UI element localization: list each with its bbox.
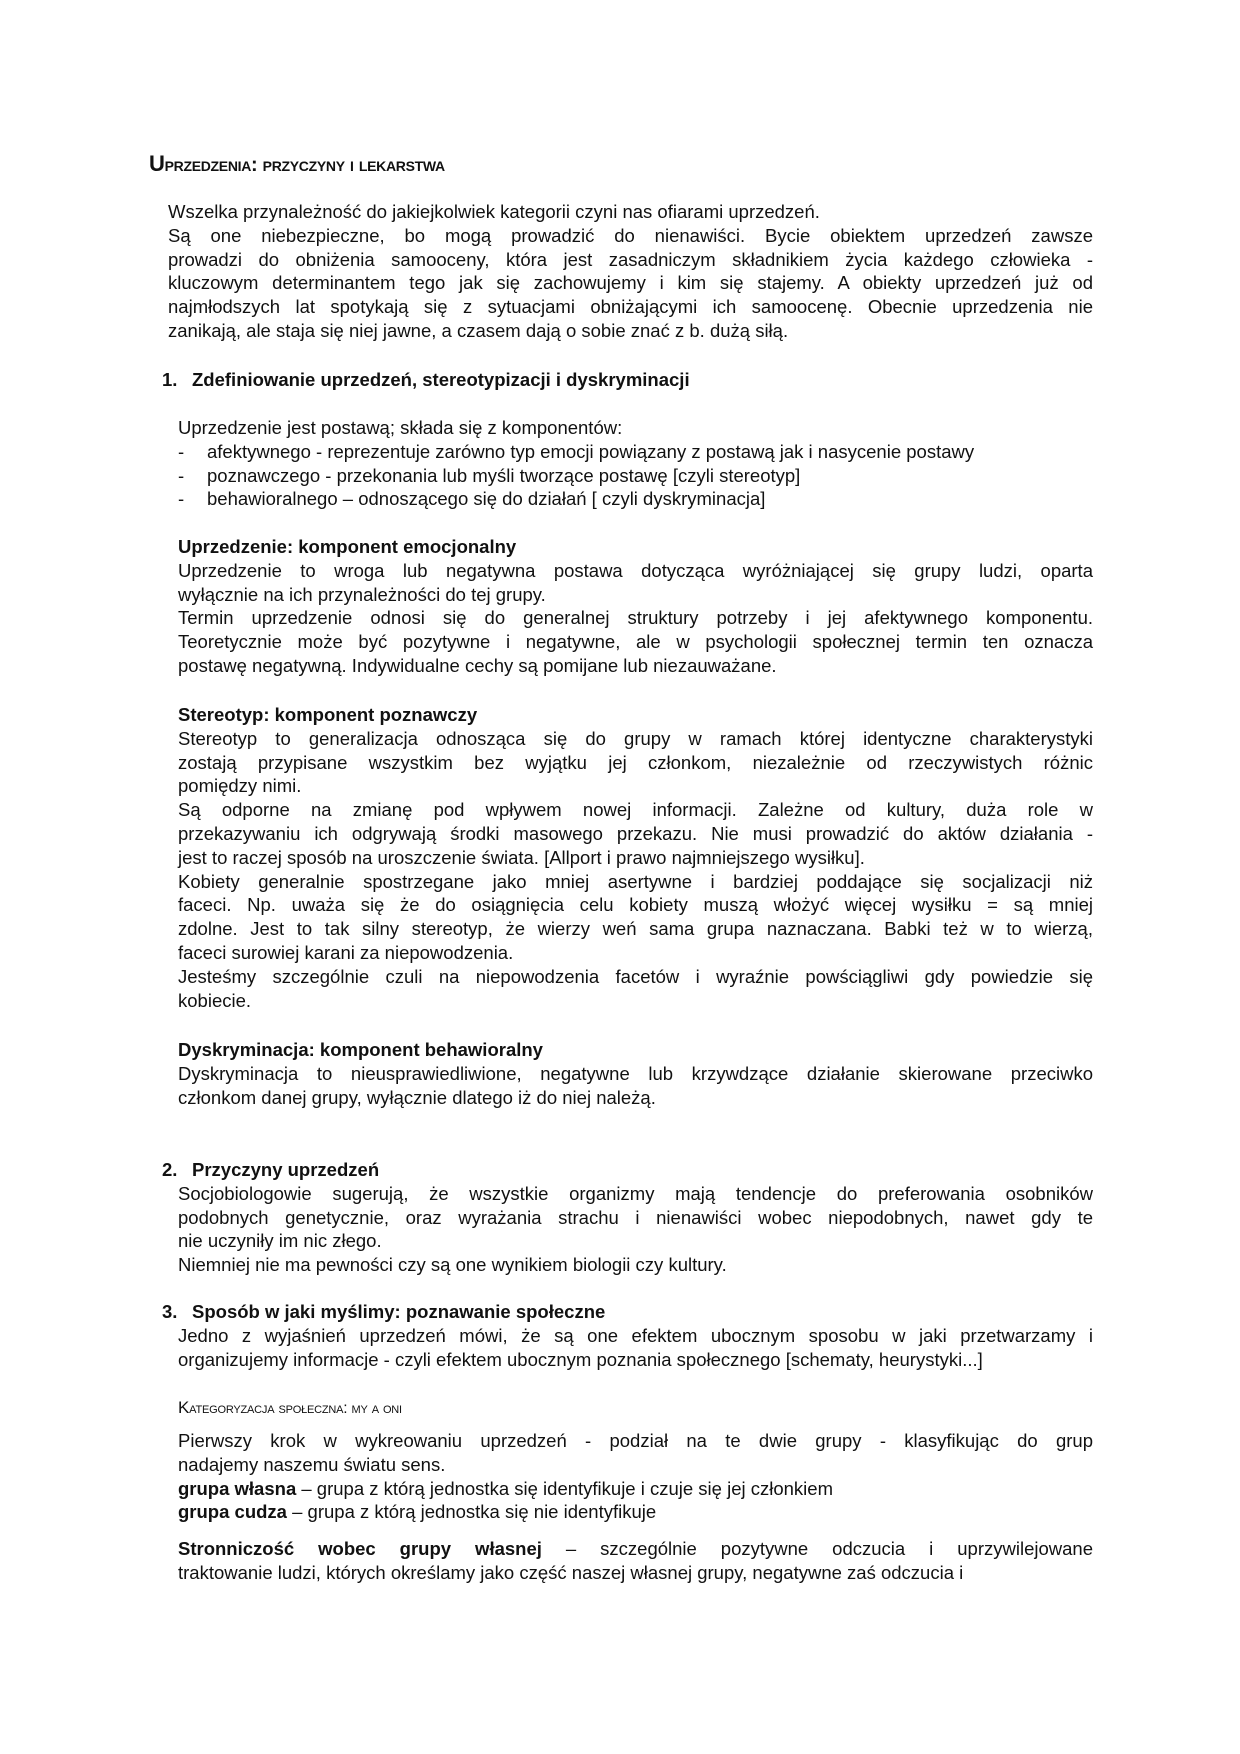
title-initial: U xyxy=(149,151,165,176)
text-line: kobiecie. xyxy=(178,989,252,1011)
text-line: nie uczyniły im nic złego. xyxy=(178,1230,382,1252)
text-line: nadajemy naszemu światu sens. xyxy=(178,1453,446,1475)
text-line: jest to raczej sposób na uroszczenie świata. [Allport i prawo najmniejszego wysiłku]. xyxy=(178,846,865,868)
text-line: członkom danej grupy, wyłącznie dlatego iż do niej należą. xyxy=(178,1086,656,1108)
text-line: Termin uprzedzenie odnosi się do generalnej struktury potrzeby i jej afektywnego komponentu. xyxy=(178,607,1093,629)
subsection-body xyxy=(178,559,1093,678)
text-line: Wszelka przynależność do jakiejkolwiek kategorii czyni nas ofiarami uprzedzeń. xyxy=(168,201,820,222)
text-line: najmłodszych lat spotykają się z sytuacjami obniżającymi ich samoocenę. Obecnie uprzedzenia nie xyxy=(168,296,1093,318)
list-item xyxy=(178,440,1093,464)
list-intro: Uprzedzenie jest postawą; składa się z komponentów: xyxy=(178,417,623,438)
text-line: zdolne. Jest to tak silny stereotyp, że wierzy weń sama grupa naznaczana. Babki też w to wierzą, xyxy=(178,918,1093,940)
text-line: faceci surowiej karani za niepowodzenia. xyxy=(178,941,514,963)
text-line: traktowanie ludzi, których określamy jako część naszej własnej grupy, negatywne zaś odczucia i xyxy=(178,1561,964,1583)
section-number: 2. xyxy=(162,1159,178,1180)
text-line: przekazywaniu ich odgrywają środki masowego przekazu. Nie musi prowadzić do aktów działania - xyxy=(178,822,1093,844)
text-line: podobnych genetycznie, oraz wyrażania strachu i nienawiści wobec niepodobnych, nawet gdy te xyxy=(178,1206,1093,1228)
text-line: Uprzedzenie to wroga lub negatywna postawa dotycząca wyróżniającej się grupy ludzi, oparta xyxy=(178,559,1093,581)
text-line: wyłącznie na ich przynależności do tej grupy. xyxy=(178,583,546,605)
emotional-component xyxy=(178,535,1093,678)
text-line: Pierwszy krok w wykreowaniu uprzedzeń - podział na te dwie grupy - klasyfikując do grup xyxy=(178,1430,1093,1451)
subsection-body xyxy=(178,727,1093,1013)
section-body xyxy=(178,1324,1093,1372)
term: grupa własna xyxy=(178,1477,297,1499)
ingroup-bias-paragraph xyxy=(178,1537,1093,1585)
list-item-text: poznawczego - przekonania lub myśli tworzące postawę [czyli stereotyp] xyxy=(207,464,801,486)
text-line: Są odporne na zmianę pod wpływem nowej informacji. Zależne od kultury, duża role w xyxy=(178,799,1093,821)
text-line: Jedno z wyjaśnień uprzedzeń mówi, że są one efektem ubocznym sposobu w jaki przetwarzamy i xyxy=(178,1324,1093,1346)
list-item xyxy=(178,487,1093,511)
intro-paragraphs xyxy=(168,200,1093,343)
section-number: 3. xyxy=(162,1301,178,1322)
list-item-text: afektywnego - reprezentuje zarówno typ emocji powiązany z postawą jak i nasycenie postawy xyxy=(207,440,975,462)
section-3 xyxy=(162,1300,1093,1371)
text-line: Dyskryminacja to nieusprawiedliwione, negatywne lub krzywdzące działanie skierowane przeciwko xyxy=(178,1062,1093,1084)
text-line: zanikają, ale staja się niej jawne, a czasem dają o sobie znać z b. dużą siłą. xyxy=(168,319,789,341)
subsection-heading: Uprzedzenie: komponent emocjonalny xyxy=(178,536,517,557)
document-title xyxy=(149,151,445,177)
heading-initial: K xyxy=(178,1398,190,1417)
categorization-heading xyxy=(178,1398,402,1418)
subsection-body xyxy=(178,1062,1093,1110)
section-2-heading xyxy=(162,1158,1093,1182)
section-1-heading xyxy=(162,368,690,392)
subsection-heading: Dyskryminacja: komponent behawioralny xyxy=(178,1039,543,1060)
text-line xyxy=(178,1477,1093,1501)
section-title: Sposób w jaki myślimy: poznawanie społeczne xyxy=(192,1301,606,1322)
term: grupa cudza xyxy=(178,1501,287,1523)
text-line: Kobiety generalnie spostrzegane jako mniej asertywne i bardziej poddające się socjalizacji niż xyxy=(178,870,1093,892)
behavioral-component xyxy=(178,1038,1093,1109)
text-line: zostają przypisane wszystkim bez wyjątku jej członkom, niezależnie od rzeczywistych różnic xyxy=(178,751,1093,773)
categorization-body xyxy=(178,1429,1093,1524)
cognitive-component xyxy=(178,703,1093,1012)
definition: – szczególnie pozytywne odczucia i uprzywilejowane xyxy=(541,1538,1094,1559)
bullet-icon: - xyxy=(178,464,185,486)
list-item-text: behawioralnego – odnoszącego się do działań [ czyli dyskryminacja] xyxy=(207,488,766,510)
text-line: postawę negatywną. Indywidualne cechy są pomijane lub niezauważane. xyxy=(178,654,777,676)
components-list xyxy=(178,416,1093,511)
section-title: Zdefiniowanie uprzedzeń, stereotypizacji i dyskryminacji xyxy=(192,369,690,390)
subsection-heading: Stereotyp: komponent poznawczy xyxy=(178,704,478,725)
text-line: Są one niebezpieczne, bo mogą prowadzić do nienawiści. Bycie obiektem uprzedzeń zawsze xyxy=(168,224,1093,246)
text-line: Jesteśmy szczególnie czuli na niepowodzenia facetów i wyraźnie powściągliwi gdy powiedzie się xyxy=(178,965,1093,987)
text-line: prowadzi do obniżenia samooceny, która jest zasadniczym składnikiem życia każdego człowieka - xyxy=(168,248,1093,270)
text-line: kluczowym determinantem tego jak się zachowujemy i kim się stajemy. A obiekty uprzedzeń już od xyxy=(168,272,1093,294)
text-line: faceci. Np. uważa się że do osiągnięcia celu kobiety muszą włożyć więcej wysiłku = są mniej xyxy=(178,894,1093,916)
section-title: Przyczyny uprzedzeń xyxy=(192,1159,380,1180)
text-line: Niemniej nie ma pewności czy są one wynikiem biologii czy kultury. xyxy=(178,1254,727,1276)
section-2 xyxy=(162,1158,1093,1277)
list-item xyxy=(178,464,1093,488)
term: Stronniczość wobec grupy własnej xyxy=(178,1538,542,1559)
text-line: pomiędzy nimi. xyxy=(178,775,302,797)
section-number: 1. xyxy=(162,369,178,390)
definition: – grupa z którą jednostka się nie identyfikuje xyxy=(286,1501,657,1523)
text-line: organizujemy informacje - czyli efektem ubocznym poznania społecznego [schematy, heurystyki...] xyxy=(178,1348,983,1370)
section-body xyxy=(178,1182,1093,1277)
text-line: Stereotyp to generalizacja odnosząca się do grupy w ramach której identyczne charakterystyki xyxy=(178,727,1093,749)
text-line: Socjobiologowie sugerują, że wszystkie organizmy mają tendencje do preferowania osobników xyxy=(178,1182,1093,1204)
text-line xyxy=(178,1500,1093,1524)
bullet-icon: - xyxy=(178,440,185,462)
heading-rest: ategoryzacja społeczna: my a oni xyxy=(189,1400,402,1417)
text-line xyxy=(178,1537,1093,1561)
bullet-icon: - xyxy=(178,488,185,510)
definition: – grupa z którą jednostka się identyfikuje i czuje się jej członkiem xyxy=(296,1477,833,1499)
title-rest: przedzenia: przyczyny i lekarstwa xyxy=(164,154,445,176)
text-line: Teoretycznie może być pozytywne i negatywne, ale w psychologii społecznej termin ten oznacza xyxy=(178,631,1093,653)
section-3-heading xyxy=(162,1300,1093,1324)
